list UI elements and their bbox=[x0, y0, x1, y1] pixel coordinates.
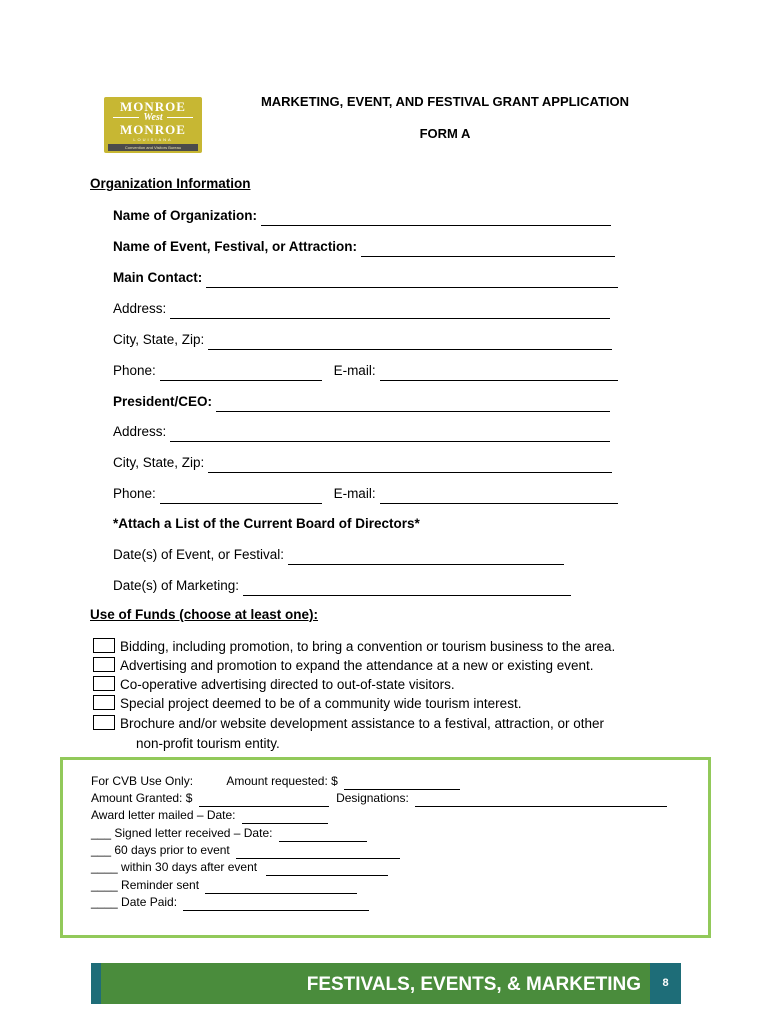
event-name-label: Name of Event, Festival, or Attraction: bbox=[113, 239, 358, 254]
funds-option-1[interactable] bbox=[93, 637, 615, 656]
page-number: 8 bbox=[650, 963, 681, 1004]
cvb-use-only-label: For CVB Use Only: bbox=[91, 774, 194, 788]
org-name-label: Name of Organization: bbox=[113, 208, 258, 223]
logo-line4: LOUISIANA bbox=[133, 137, 173, 142]
checkbox[interactable] bbox=[93, 715, 115, 730]
phone2-label: Phone: bbox=[113, 486, 156, 501]
city-state-zip-field[interactable] bbox=[113, 330, 612, 350]
dates-marketing-line[interactable] bbox=[243, 581, 571, 596]
city-state-zip2-field[interactable] bbox=[113, 453, 612, 473]
phone-email-field[interactable] bbox=[113, 361, 618, 381]
footer-title: FESTIVALS, EVENTS, & MARKETING bbox=[306, 974, 641, 995]
funds-option-3[interactable] bbox=[93, 675, 455, 694]
logo-line3: MONROE bbox=[120, 122, 186, 137]
funds-option-label: Special project deemed to be of a community wide tourism interest. bbox=[120, 696, 522, 711]
city-state-zip2-line[interactable] bbox=[208, 458, 612, 473]
funds-option-label: Co-operative advertising directed to out-of-state visitors. bbox=[120, 677, 455, 692]
address2-line[interactable] bbox=[170, 427, 610, 442]
date-paid-label: ____ Date Paid: bbox=[91, 895, 178, 909]
main-contact-line[interactable] bbox=[206, 273, 618, 288]
checkbox[interactable] bbox=[93, 695, 115, 710]
dates-event-field[interactable] bbox=[113, 545, 564, 565]
date-paid-line[interactable] bbox=[183, 898, 369, 911]
address-field[interactable] bbox=[113, 299, 610, 319]
cvb-signed-letter-row[interactable] bbox=[91, 825, 367, 842]
amount-requested-line[interactable] bbox=[344, 777, 460, 790]
signed-letter-label: ___ Signed letter received – Date: bbox=[91, 826, 273, 840]
cvb-after-event-row[interactable] bbox=[91, 859, 388, 876]
designations-label: Designations: bbox=[336, 791, 409, 805]
address-line[interactable] bbox=[170, 304, 610, 319]
president-line[interactable] bbox=[216, 397, 610, 412]
event-name-field[interactable] bbox=[113, 237, 615, 257]
phone2-line[interactable] bbox=[160, 489, 322, 504]
org-name-field[interactable] bbox=[113, 206, 611, 226]
prior-event-line[interactable] bbox=[236, 846, 400, 859]
funds-option-label: Brochure and/or website development assistance to a festival, attraction, or other bbox=[120, 716, 605, 731]
dates-event-line[interactable] bbox=[288, 550, 564, 565]
cvb-reminder-row[interactable] bbox=[91, 877, 357, 894]
designations-line[interactable] bbox=[415, 794, 667, 807]
city-state-zip-line[interactable] bbox=[208, 335, 612, 350]
amount-granted-label: Amount Granted: $ bbox=[91, 791, 193, 805]
signed-letter-line[interactable] bbox=[279, 829, 367, 842]
checkbox[interactable] bbox=[93, 638, 115, 653]
board-note bbox=[113, 514, 420, 534]
cvb-amount-requested-row[interactable] bbox=[91, 773, 460, 790]
amount-requested-label: Amount requested: $ bbox=[226, 774, 338, 788]
amount-granted-line[interactable] bbox=[199, 794, 329, 807]
city-state-zip-label: City, State, Zip: bbox=[113, 332, 205, 347]
reminder-line[interactable] bbox=[205, 881, 357, 894]
award-letter-line[interactable] bbox=[242, 811, 328, 824]
dates-marketing-label: Date(s) of Marketing: bbox=[113, 578, 240, 593]
funds-option-4[interactable] bbox=[93, 694, 521, 713]
email2-label: E-mail: bbox=[333, 486, 376, 501]
main-contact-field[interactable] bbox=[113, 268, 618, 288]
email2-line[interactable] bbox=[380, 489, 618, 504]
dates-event-label: Date(s) of Event, or Festival: bbox=[113, 547, 285, 562]
use-of-funds-heading: Use of Funds (choose at least one): bbox=[90, 607, 319, 622]
logo-line1: MONROE bbox=[120, 99, 186, 114]
address2-field[interactable] bbox=[113, 422, 610, 442]
address-label: Address: bbox=[113, 301, 167, 316]
form-subtitle: FORM A bbox=[419, 126, 471, 141]
cvb-date-paid-row[interactable] bbox=[91, 894, 369, 911]
funds-option-5-continued: non-profit tourism entity. bbox=[136, 736, 280, 751]
address2-label: Address: bbox=[113, 424, 167, 439]
award-letter-label: Award letter mailed – Date: bbox=[91, 808, 236, 822]
logo-line2: West bbox=[104, 113, 202, 123]
main-contact-label: Main Contact: bbox=[113, 270, 203, 285]
footer-banner bbox=[91, 963, 681, 1004]
event-name-line[interactable] bbox=[361, 242, 615, 257]
president-label: President/CEO: bbox=[113, 394, 213, 409]
org-name-line[interactable] bbox=[261, 211, 611, 226]
president-field[interactable] bbox=[113, 392, 610, 412]
phone-label: Phone: bbox=[113, 363, 156, 378]
checkbox[interactable] bbox=[93, 657, 115, 672]
funds-option-label: Bidding, including promotion, to bring a convention or tourism business to the area. bbox=[120, 639, 616, 654]
city-state-zip2-label: City, State, Zip: bbox=[113, 455, 205, 470]
email-line[interactable] bbox=[380, 366, 618, 381]
dates-marketing-field[interactable] bbox=[113, 576, 571, 596]
cvb-award-letter-row[interactable] bbox=[91, 807, 328, 824]
org-info-heading: Organization Information bbox=[90, 176, 251, 191]
email-label: E-mail: bbox=[333, 363, 376, 378]
prior-event-label: ___ 60 days prior to event bbox=[91, 843, 230, 857]
cvb-amount-granted-row[interactable] bbox=[91, 790, 667, 807]
after-event-label: ____ within 30 days after event bbox=[91, 860, 258, 874]
monroe-logo bbox=[104, 97, 202, 153]
funds-option-label: Advertising and promotion to expand the attendance at a new or existing event. bbox=[120, 658, 594, 673]
footer-accent bbox=[91, 963, 101, 1004]
reminder-label: ____ Reminder sent bbox=[91, 878, 200, 892]
phone-email2-field[interactable] bbox=[113, 484, 618, 504]
funds-option-5[interactable] bbox=[93, 714, 604, 733]
cvb-prior-event-row[interactable] bbox=[91, 842, 400, 859]
form-title: MARKETING, EVENT, AND FESTIVAL GRANT APPLICATION bbox=[260, 94, 630, 109]
board-note-text: *Attach a List of the Current Board of Directors* bbox=[113, 516, 420, 531]
after-event-line[interactable] bbox=[266, 863, 388, 876]
phone-line[interactable] bbox=[160, 366, 322, 381]
funds-option-2[interactable] bbox=[93, 656, 594, 675]
checkbox[interactable] bbox=[93, 676, 115, 691]
logo-line5: Convention and Visitors Bureau bbox=[108, 144, 198, 151]
